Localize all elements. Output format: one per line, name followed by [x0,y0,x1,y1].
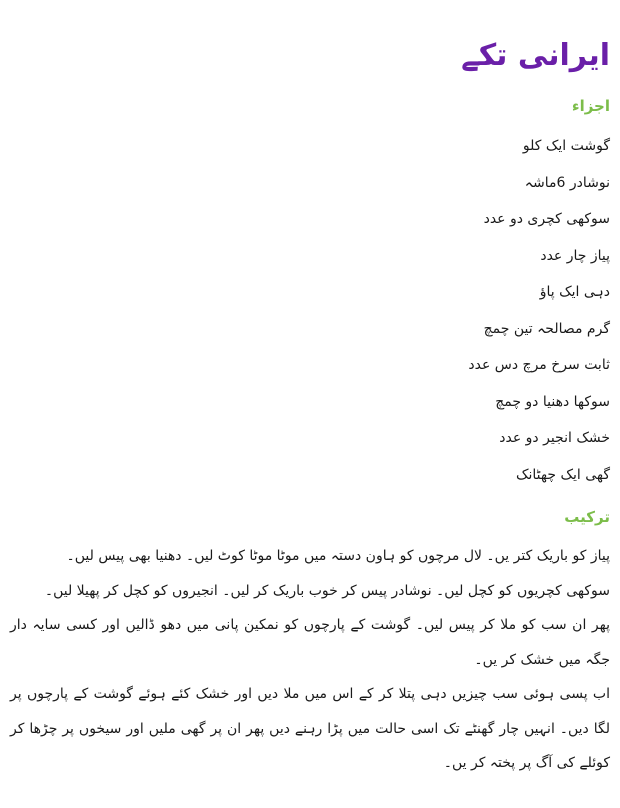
method-paragraph: اب پسی ہوئی سب چیزیں دہی پتلا کر کے اس میں ملا دیں اور خشک کئے ہوئے گوشت کے پارچوں پر لگا دیں۔ انہیں چار گھنٹے تک اسی حالت میں پڑا رہنے دیں پھر ان پر گھی ملیں اور سیخوں پر چڑھا کر کوئلے کی آگ پر پختہ کر یں۔ [10,686,610,771]
method-paragraph: پیاز کو باریک کتر یں۔ لال مرچوں کو ہاون دستہ میں موٹا موٹا کوٹ لیں۔ دھنیا بھی پیس لیں۔ [66,548,610,564]
ingredient-item: دہی ایک پاؤ [539,284,610,300]
method-paragraph: سوکھی کچریوں کو کچل لیں۔ نوشادر پیس کر خوب باریک کر لیں۔ انجیروں کو کچل کر پھیلا لیں۔ [44,582,610,599]
method-paragraph: پھر ان سب کو ملا کر پیس لیں۔ گوشت کے پارچوں کو نمکین پانی میں دھو ڈالیں اور کسی سایہ دار جگہ میں خشک کر یں۔ [10,617,610,668]
method-heading: ترکیب [564,508,610,526]
ingredient-item: گوشت ایک کلو [522,138,610,154]
ingredient-item: سوکھی کچری دو عدد [483,211,610,227]
ingredient-item: سوکھا دھنیا دو چمچ [495,393,610,410]
ingredient-item: گھی ایک چھٹانک [515,466,610,483]
ingredient-item: ثابت سرخ مرچ دس عدد [468,357,610,373]
ingredient-item: گرم مصالحہ تین چمچ [483,320,610,337]
ingredients-heading: اجزاء [571,97,610,115]
ingredient-item: پیاز چار عدد [540,247,610,264]
ingredient-item: نوشادر 6ماشہ [524,174,610,191]
ingredient-item: خشک انجیر دو عدد [499,430,610,446]
method-text [10,539,610,781]
recipe-title: ایرانی تکے [461,38,610,73]
ingredients-list [10,128,610,493]
